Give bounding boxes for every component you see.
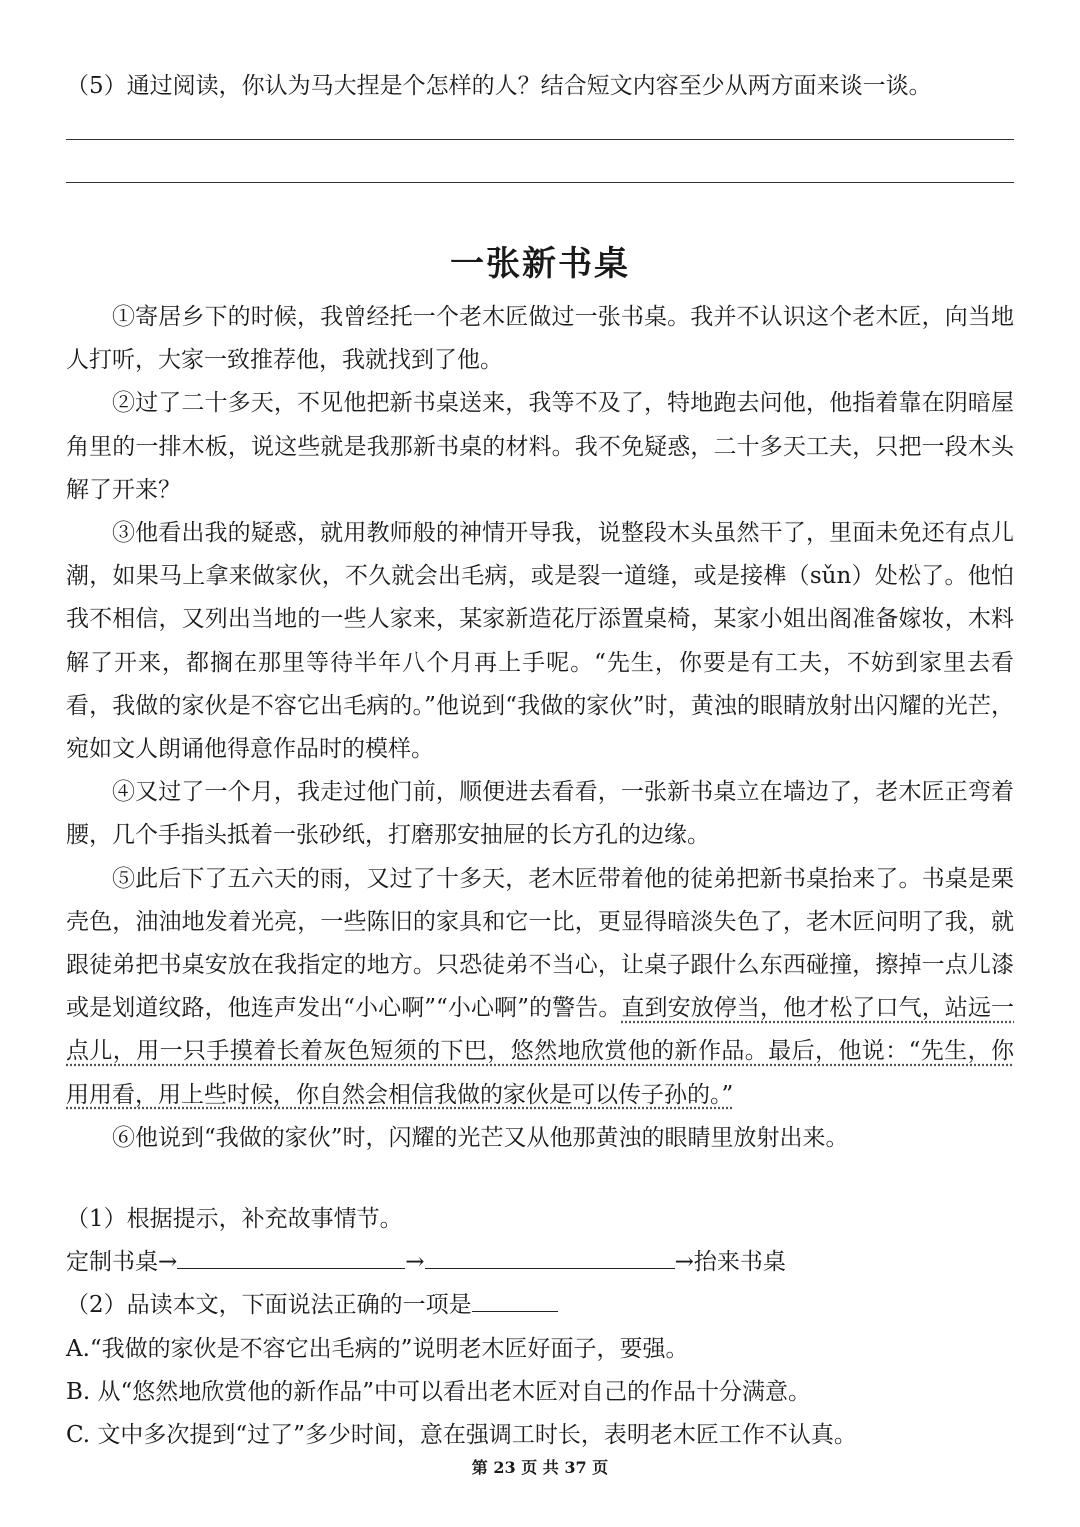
paragraph-2 bbox=[66, 382, 1014, 512]
passage-title: 一张新书桌 bbox=[450, 244, 630, 284]
paragraph-6 bbox=[66, 1117, 1014, 1160]
question-5: （5）通过阅读，你认为马大捏是个怎样的人？结合短文内容至少从两方面来谈一谈。 bbox=[66, 73, 932, 99]
page-footer: 第 23 页 共 37 页 bbox=[471, 1458, 609, 1477]
answer-blank-q2[interactable] bbox=[472, 1285, 558, 1312]
answer-line-1 bbox=[66, 139, 1014, 140]
question-2-line bbox=[66, 1284, 1014, 1327]
paragraph-1-text: ①寄居乡下的时候，我曾经托一个老木匠做过一张书桌。我并不认识这个老木匠，向当地人打听，大家一致推荐他，我就找到了他。 bbox=[66, 304, 1014, 374]
answer-line-2 bbox=[66, 182, 1014, 183]
paragraph-3-text: ③他看出我的疑惑，就用教师般的神情开导我，说整段木头虽然干了，里面未免还有点儿潮，如果马上拿来做家伙，不久就会出毛病，或是裂一道缝，或是接榫（sǔn）处松了。他怕我不相信，又列出当地的一些人家来，某家新造花厅添置桌椅，某家小姐出阁准备嫁妆，木料解了开来，都搁在那里等待半年八个月再上手呢。“先生，你要是有工夫，不妨到家里去看看，我做的家伙是不容它出毛病的。”他说到“我做的家伙”时，黄浊的眼睛放射出闪耀的光芒，宛如文人朗诵他得意作品时的模样。 bbox=[66, 520, 1014, 763]
arrow-icon: → bbox=[405, 1249, 425, 1276]
plot-blank-1[interactable] bbox=[177, 1242, 405, 1269]
paragraph-5 bbox=[66, 858, 1014, 1117]
passage-body bbox=[66, 296, 1014, 1160]
underlined-sentence: 直到安放停当，他才松了口气，站远一点儿，用一只手摸着长着灰色短须的下巴，悠然地欣赏他的新作品。最后，他说：“先生，你用用看，用上些时候，你自然会相信我做的家伙是可以传子孙的。” bbox=[66, 995, 1014, 1108]
paragraph-1 bbox=[66, 296, 1014, 382]
arrow-icon: → bbox=[158, 1249, 178, 1276]
paragraph-4-text: ④又过了一个月，我走过他门前，顺便进去看看，一张新书桌立在墙边了，老木匠正弯着腰，几个手指头抵着一张砂纸，打磨那安抽屉的长方孔的边缘。 bbox=[66, 779, 1014, 849]
paragraph-3 bbox=[66, 512, 1014, 771]
arrow-icon: → bbox=[674, 1249, 694, 1276]
plot-blank-2[interactable] bbox=[425, 1242, 675, 1269]
plot-start: 定制书桌 bbox=[66, 1249, 158, 1276]
question-2-prompt: （2）品读本文，下面说法正确的一项是 bbox=[66, 1292, 472, 1319]
plot-end: 抬来书桌 bbox=[693, 1249, 786, 1276]
paragraph-6-text: ⑥他说到“我做的家伙”时，闪耀的光芒又从他那黄浊的眼睛里放射出来。 bbox=[112, 1124, 849, 1151]
option-b: B. 从“悠然地欣赏他的新作品”中可以看出老木匠对自己的作品十分满意。 bbox=[66, 1378, 812, 1405]
paragraph-4 bbox=[66, 771, 1014, 857]
questions-section bbox=[66, 1198, 1014, 1457]
question-1-prompt: （1）根据提示，补充故事情节。 bbox=[66, 1206, 403, 1232]
paragraph-5-text: ⑤此后下了五六天的雨，又过了十多天，老木匠带着他的徒弟把新书桌抬来了。书桌是栗壳色，油油地发着光亮，一些陈旧的家具和它一比，更显得暗淡失色了，老木匠问明了我，就跟徒弟把书桌安放在我指定的地方。只恐徒弟不当心，让桌子跟什么东西碰撞，擦掉一点儿漆或是划道纹路，他连声发出“小心啊”“小心啊”的警告。 bbox=[66, 865, 1014, 1022]
paragraph-2-text: ②过了二十多天，不见他把新书桌送来，我等不及了，特地跑去问他，他指着靠在阴暗屋角里的一排木板，说这些就是我那新书桌的材料。我不免疑惑，二十多天工夫，只把一段木头解了开来？ bbox=[66, 390, 1014, 503]
option-a: A.“我做的家伙是不容它出毛病的”说明老木匠好面子，要强。 bbox=[66, 1335, 689, 1362]
question-1-plot-chain bbox=[66, 1241, 1014, 1284]
option-c: C. 文中多次提到“过了”多少时间，意在强调工时长，表明老木匠工作不认真。 bbox=[66, 1422, 857, 1449]
